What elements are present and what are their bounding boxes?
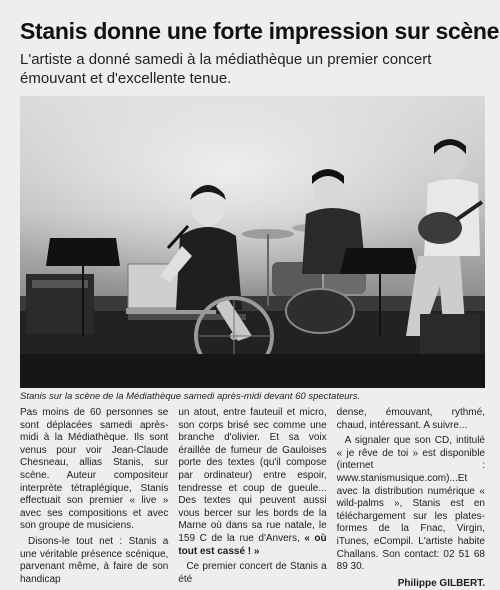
paragraph-text: un atout, entre fauteuil et micro, son corps brisé sec comme une branche d'olivier. Et sa voix éraillée de fumeur de Gauloises porte des textes (qu'il compose par ordinateur) entre espoir, tendresse et coup de gueule... Des textes qui peuvent aussi vous bercer sur les bords de la Marne où dans sa rue natale, le 159 C de la rue d'Anvers,	[178, 407, 327, 544]
quote-bold: « où tout est cassé ! »	[178, 532, 327, 557]
article-body	[20, 407, 485, 589]
concert-photo	[20, 96, 485, 388]
paragraph: dense, émouvant, rythmé, chaud, intéressant. A suivre...	[336, 407, 485, 431]
column-1	[20, 407, 169, 585]
paragraph: Pas moins de 60 personnes se sont déplacées samedi après-midi à la Médiathèque. Ils sont venus pour voir Jean-Claude Chesneau, allias Stanis, sur scène. Auteur compositeur interprète tétraplégique, Stanis effectuait son premier « live » avec ses compositions et avec son groupe de musiciens.	[20, 407, 169, 532]
column-2	[178, 407, 327, 585]
paragraph	[178, 407, 326, 558]
paragraph: Ce premier concert de Stanis a été	[178, 561, 327, 585]
headline: Stanis donne une forte impression sur scène	[20, 18, 500, 44]
paragraph: Disons-le tout net : Stanis a une véritable présence scénique, parvenant même, à faire de son handicap	[20, 535, 169, 585]
column-3	[336, 407, 485, 589]
author-signature: Philippe GILBERT.	[397, 577, 485, 589]
paragraph: A signaler que son CD, intitulé « je rêve de toi » est disponible (internet : www.stanismusique.com)...Et avec la distribution numérique « wild-palms », Stanis est en téléchargement sur les plates-formes de la Fnac, Virgin, iTunes, eCompil. L'artiste habite Challans. Son contact: 02 51 68 89 30.	[336, 435, 485, 573]
standfirst: L'artiste a donné samedi à la médiathèque un premier concert émouvant et d'excellente tenue.	[20, 51, 432, 87]
concert-photo-illustration	[20, 96, 485, 388]
photo-caption: Stanis sur la scène de la Médiathèque samedi après-midi devant 60 spectateurs.	[20, 391, 361, 402]
